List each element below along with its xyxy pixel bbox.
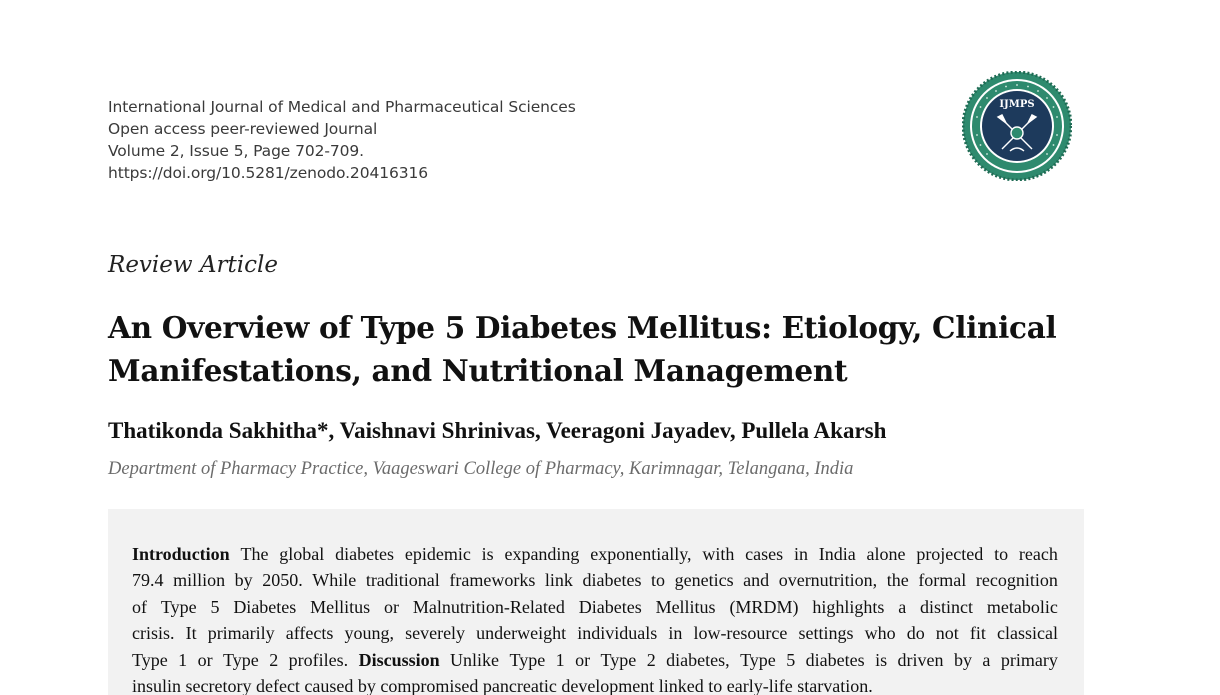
article-title bbox=[108, 306, 1098, 392]
abstract-line-4-word: in bbox=[668, 623, 683, 644]
author-list: Thatikonda Sakhitha*, Vaishnavi Shrinivas, Veeragoni Jayadev, Pullela Akarsh bbox=[108, 418, 887, 443]
abstract-line-6: insulin secretory defect caused by compromised pancreatic development linked to early-life starvation. bbox=[132, 675, 873, 695]
abstract-line-3-word: a bbox=[898, 596, 907, 617]
abstract-line-3-word: Diabetes bbox=[578, 596, 642, 617]
abstract-line-3-word: or bbox=[384, 596, 400, 617]
abstract-line-4-word: who bbox=[864, 623, 896, 644]
journal-doi[interactable]: https://doi.org/10.5281/zenodo.20416316 bbox=[108, 164, 429, 182]
abstract-line-2-word: 2050. bbox=[262, 570, 303, 591]
abstract-line-5-end-word: diabetes bbox=[805, 649, 865, 670]
abstract-line-3-word: Mellitus bbox=[655, 596, 716, 617]
author-affiliation: Department of Pharmacy Practice, Vaageswari College of Pharmacy, Karimnagar, Telangana, India bbox=[108, 459, 854, 479]
abstract-line-5-end-word: Unlike bbox=[450, 649, 500, 670]
abstract-line-1-word: India bbox=[818, 544, 856, 564]
abstract-line-2-word: by bbox=[234, 570, 253, 591]
abstract-line bbox=[132, 594, 1058, 620]
abstract-line-1-word: with bbox=[702, 544, 735, 564]
abstract-line-1-word: in bbox=[793, 544, 808, 564]
abstract-line-4-word: low-resource bbox=[693, 623, 788, 644]
abstract-line-4-word: It bbox=[185, 623, 197, 644]
abstract-line-2-word: the bbox=[886, 570, 909, 591]
abstract-line-2-word: overnutrition, bbox=[778, 570, 878, 591]
seal-text: IJMPS bbox=[999, 99, 1035, 110]
abstract-line-5-end-word: driven bbox=[897, 649, 944, 670]
abstract-line-3-word: highlights bbox=[812, 596, 885, 617]
abstract-line bbox=[132, 541, 1058, 567]
abstract-line-4-word: affects bbox=[285, 623, 334, 644]
abstract-line-5-end-word: 1 bbox=[555, 649, 565, 670]
abstract-line-1-word: global bbox=[279, 544, 325, 564]
abstract-line-2-word: 79.4 bbox=[132, 570, 164, 591]
abstract-line-2-word: and bbox=[743, 570, 770, 591]
abstract-line-1-word: alone bbox=[866, 544, 906, 564]
article-type: Review Article bbox=[108, 252, 278, 278]
abstract-line-2-word: traditional bbox=[365, 570, 440, 591]
abstract-line-1-word: epidemic bbox=[404, 544, 471, 564]
abstract-line-1-word: reach bbox=[1018, 544, 1058, 564]
abstract-line-4-word: young, bbox=[344, 623, 394, 644]
abstract-line-3-word: Malnutrition-Related bbox=[412, 596, 565, 617]
abstract-line bbox=[132, 647, 1058, 673]
abstract-line-2-word: diabetes bbox=[582, 570, 642, 591]
abstract-line-4-word: primarily bbox=[207, 623, 275, 644]
abstract-line-5-end-word: Type bbox=[509, 649, 546, 670]
abstract-discussion-label-word: Discussion bbox=[358, 649, 440, 670]
abstract-line-5-start-word: or bbox=[197, 649, 213, 670]
abstract-line-2-word: to bbox=[651, 570, 666, 591]
abstract-line-4-word: not bbox=[935, 623, 959, 644]
abstract-line-4-word: fit bbox=[969, 623, 986, 644]
abstract-line-2-word: link bbox=[544, 570, 573, 591]
abstract-line-1-word: cases bbox=[745, 544, 784, 564]
abstract-line-5-end-word: primary bbox=[1000, 649, 1058, 670]
abstract-panel bbox=[108, 509, 1084, 695]
abstract-line-2-word: genetics bbox=[674, 570, 734, 591]
abstract-text bbox=[132, 541, 1058, 695]
abstract-line-1-word: exponentially, bbox=[590, 544, 692, 564]
abstract-line-1-word: The bbox=[240, 544, 269, 564]
abstract-line-5-start-word: profiles. bbox=[288, 649, 349, 670]
abstract-line-5-end-word: Type bbox=[600, 649, 637, 670]
abstract-line-5-start-word: Type bbox=[132, 649, 168, 670]
abstract-line-5-start-word: Type bbox=[223, 649, 259, 670]
abstract-line-3-word: (MRDM) bbox=[729, 596, 799, 617]
abstract-line-5-end-word: 2 bbox=[646, 649, 656, 670]
abstract-line-3-word: 5 bbox=[210, 596, 220, 617]
abstract-line-5-end-word: a bbox=[982, 649, 991, 670]
abstract-line-4-word: underweight bbox=[476, 623, 567, 644]
title-line-2: Manifestations, and Nutritional Management bbox=[108, 353, 848, 388]
abstract-line-5-end-word: 5 bbox=[786, 649, 796, 670]
abstract-line-3-word: Diabetes bbox=[233, 596, 297, 617]
abstract-line-4-word: individuals bbox=[577, 623, 658, 644]
abstract-line-5-start-word: 2 bbox=[269, 649, 279, 670]
title-line-1: An Overview of Type 5 Diabetes Mellitus: Etiology, Clinical bbox=[108, 310, 1057, 345]
abstract-introduction-label-word: Introduction bbox=[132, 544, 230, 564]
journal-header bbox=[108, 96, 576, 184]
abstract-line-5-end-word: Type bbox=[740, 649, 776, 670]
abstract-line-5-end-word: by bbox=[953, 649, 972, 670]
abstract-line-2-word: million bbox=[173, 570, 226, 591]
abstract-line-1-word: to bbox=[994, 544, 1009, 564]
abstract-line-2-word: While bbox=[312, 570, 357, 591]
abstract-line-2-word: frameworks bbox=[449, 570, 536, 591]
abstract-line-1-word: is bbox=[481, 544, 494, 564]
abstract-line bbox=[132, 673, 1058, 695]
abstract-line-3-word: metabolic bbox=[986, 596, 1058, 617]
abstract-line-5-end-word: is bbox=[875, 649, 888, 670]
abstract-line-4-word: classical bbox=[997, 623, 1058, 644]
abstract-line-1-word: projected bbox=[916, 544, 984, 564]
journal-access: Open access peer-reviewed Journal bbox=[108, 120, 378, 138]
abstract-line-2-word: formal bbox=[918, 570, 967, 591]
abstract-line-3-word: distinct bbox=[920, 596, 974, 617]
abstract-line-1-word: expanding bbox=[504, 544, 580, 564]
abstract-line-3-word: Type bbox=[160, 596, 197, 617]
abstract-line-5-end-word: diabetes, bbox=[666, 649, 730, 670]
abstract-line bbox=[132, 567, 1058, 593]
abstract-line-5-end-word: or bbox=[575, 649, 591, 670]
abstract-line-4-word: do bbox=[906, 623, 925, 644]
abstract-line-3-word: Mellitus bbox=[310, 596, 371, 617]
abstract-line-2-word: recognition bbox=[975, 570, 1058, 591]
abstract-line-4-word: crisis. bbox=[132, 623, 175, 644]
abstract-line-5-start-word: 1 bbox=[178, 649, 188, 670]
journal-name: International Journal of Medical and Pharmaceutical Sciences bbox=[108, 98, 576, 116]
abstract-line-3-word: of bbox=[132, 596, 147, 617]
abstract-line-4-word: severely bbox=[405, 623, 466, 644]
journal-volume: Volume 2, Issue 5, Page 702-709. bbox=[108, 142, 364, 160]
journal-seal-logo bbox=[962, 71, 1072, 181]
abstract-line-1-word: diabetes bbox=[335, 544, 395, 564]
abstract-line-4-word: settings bbox=[798, 623, 854, 644]
abstract-line bbox=[132, 620, 1058, 646]
